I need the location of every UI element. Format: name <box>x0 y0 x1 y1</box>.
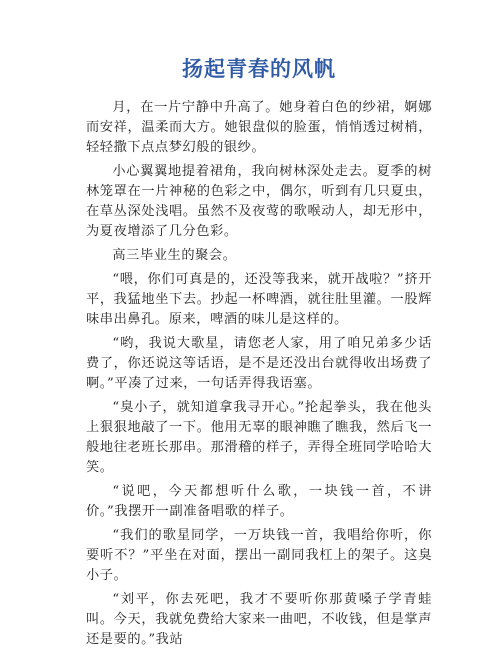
page-title: 扬起青春的风帆 <box>182 57 336 81</box>
paragraph: “我们的歌星同学，一万块钱一首，我唱给你听，你要听不？”平坐在对面，摆出一副同我杠上的架子。这臭小子。 <box>86 528 432 583</box>
paragraph: “说吧，今天都想听什么歌，一块钱一首，不讲价。”我摆开一副准备唱歌的样子。 <box>86 484 432 519</box>
paragraph: “臭小子，就知道拿我寻开心。”抡起拳头，我在他头上狠狠地敲了一下。他用无辜的眼神瞧了瞧我，然后飞一般地往老班长那串。那滑稽的样子，弄得全班同学哈哈大笑。 <box>86 400 432 475</box>
paragraph: 高三毕业生的聚会。 <box>112 248 237 263</box>
paragraph: 小心翼翼地提着裙角，我向树林深处走去。夏季的树林笼罩在一片神秘的色彩之中，偶尔，听到有几只夏虫，在草丛深处浅唱。虽然不及夜莺的歌喉动人，却无形中，为夏夜增添了几分色彩。 <box>86 164 432 239</box>
paragraph: “喂，你们可真是的，还没等我来，就开战啦？”挤开平，我猛地坐下去。抄起一杯啤酒，就往肚里灌。一股辉味串出鼻孔。原来，啤酒的味儿是这样的。 <box>86 272 432 327</box>
paragraph: 月，在一片宁静中升高了。她身着白色的纱裙，婀娜而安祥，温柔而大方。她银盘似的脸蛋，悄悄透过树梢，轻轻撒下点点梦幻般的银纱。 <box>86 100 432 155</box>
paragraph: “刘平，你去死吧，我才不要听你那黄嗓子学青蛙叫。今天，我就免费给大家来一曲吧，不收钱，但是掌声还是要的。”我站 <box>86 592 432 647</box>
paragraph: “哟，我说大歌星，请您老人家，用了咱兄弟多少话费了，你还说这等话语，是不是还没出台就得收出场费了啊。”平凑了过来，一句话弄得我语塞。 <box>86 336 432 391</box>
